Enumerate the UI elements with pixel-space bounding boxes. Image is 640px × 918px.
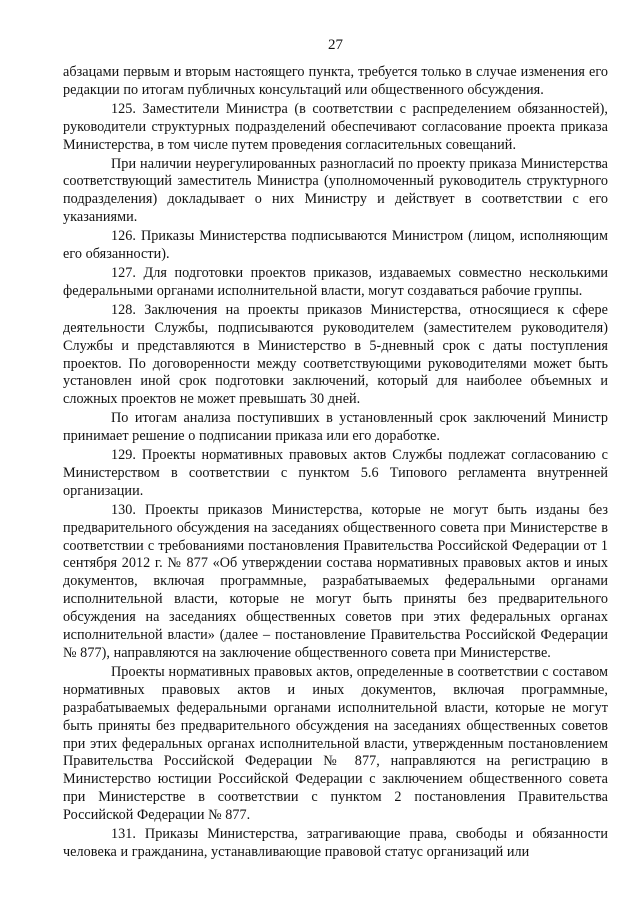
paragraph-p125b: При наличии неурегулированных разногласий по проекту приказа Министерства соответствующий заместитель Министра (уполномоченный руководитель структурного подразделения) докладывает о них Министру и действует в соответствии с его указаниями. [63, 155, 608, 226]
paragraph-p125: 125. Заместители Министра (в соответствии с распределением обязанностей), руководители структурных подразделений обеспечивают согласование проекта приказа Министерства, в том числе путем проведения согласительных совещаний. [63, 100, 608, 153]
paragraph-p129: 129. Проекты нормативных правовых актов Службы подлежат согласованию с Министерством в соответствии с пунктом 5.6 Типового регламента внутренней организации. [63, 447, 608, 499]
page-number: 27 [328, 37, 343, 53]
document-body [63, 64, 608, 862]
paragraph-p128b: По итогам анализа поступивших в установленный срок заключений Министр принимает решение о подписании приказа или его доработке. [63, 410, 608, 445]
paragraph-p131: 131. Приказы Министерства, затрагивающие права, свободы и обязанности человека и гражданина, устанавливающие правовой статус организаций или [63, 826, 608, 860]
paragraph-p128: 128. Заключения на проекты приказов Министерства, относящиеся к сфере деятельности Службы, подписываются руководителем (заместителем руководителя) Службы и представляются в Министерство в 5-дневный срок с даты поступления проектов. По договоренности между соответствующими руководителями может быть установлен иной срок подготовки заключений, который для наиболее объемных и сложных проектов не может превышать 30 дней. [63, 301, 608, 408]
document-page [63, 36, 608, 863]
paragraph-p130: 130. Проекты приказов Министерства, которые не могут быть изданы без предварительного обсуждения на заседаниях общественного совета при Министерстве в соответствии с требованиями постановления Правительства Российской Федерации от 1 сентября 2012 г. № 877 «Об утверждении состава нормативных правовых актов и иных документов, включая программные, разрабатываемых федеральными органами исполнительной власти, которые не могут быть приняты без предварительного обсуждения на заседаниях общественных советов при этих федеральных органах исполнительной власти» (далее – постановление Правительства Российской Федерации № 877), направляются на заключение общественного совета при Министерстве. [63, 501, 608, 661]
paragraph-p130b: Проекты нормативных правовых актов, определенные в соответствии с составом нормативных правовых актов и иных документов, включая программные, разрабатываемых федеральными органами исполнительной власти, которые не могут быть приняты без предварительного обсуждения на заседаниях общественных советов при этих федеральных органах исполнительной власти, утвержденным постановлением Правительства Российской Федерации № 877, направляются на регистрацию в Министерство юстиции Российской Федерации с заключением общественного совета при Министерстве в соответствии с пунктом 2 постановления Правительства Российской Федерации № 877. [63, 663, 608, 824]
paragraph-p126: 126. Приказы Министерства подписываются Министром (лицом, исполняющим его обязанности). [63, 228, 608, 263]
paragraph-p-cont: абзацами первым и вторым настоящего пункта, требуется только в случае изменения его редакции по итогам публичных консультаций или общественного обсуждения. [63, 64, 608, 98]
paragraph-p127: 127. Для подготовки проектов приказов, издаваемых совместно несколькими федеральными органами исполнительной власти, могут создаваться рабочие группы. [63, 264, 608, 299]
